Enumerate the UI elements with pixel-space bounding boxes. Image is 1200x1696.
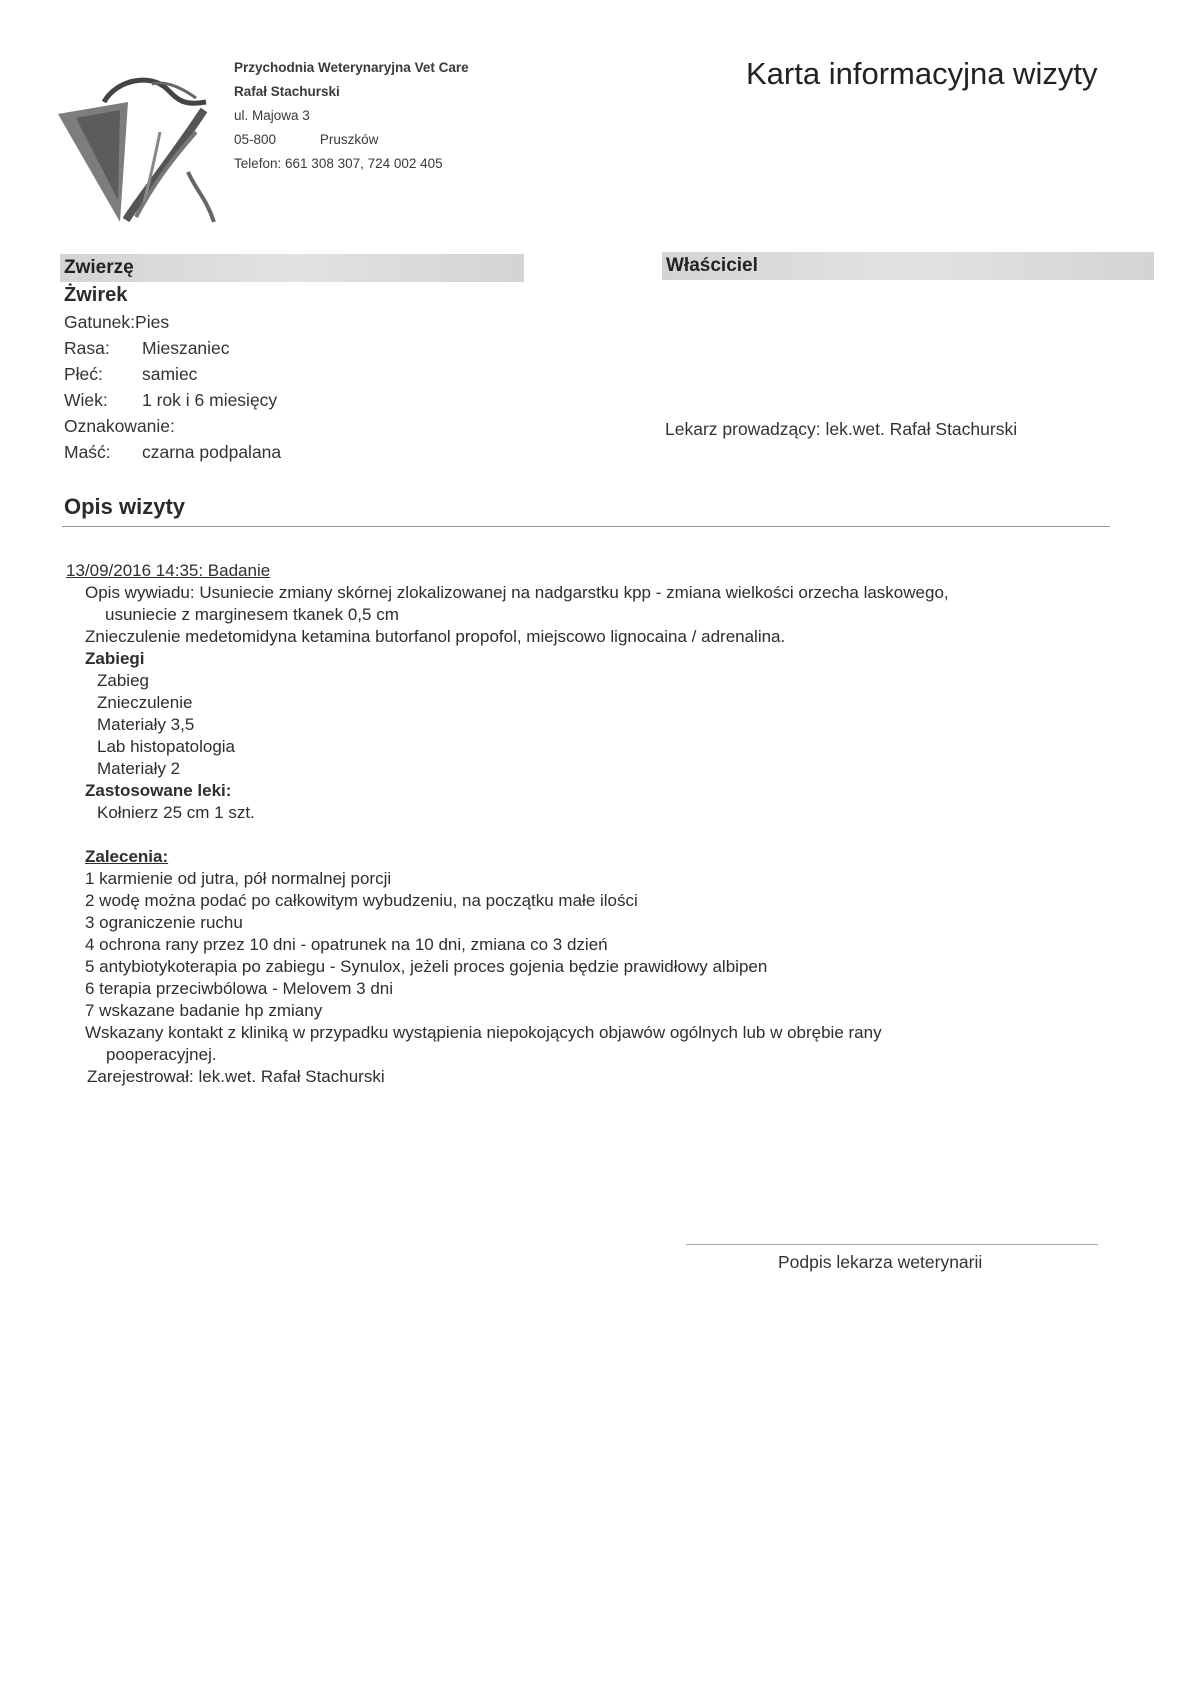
visit-entry	[66, 560, 1126, 1088]
attending-doctor: Lekarz prowadzący: lek.wet. Rafał Stachurski	[665, 419, 1018, 439]
clinic-postal-code: 05-800	[234, 132, 277, 147]
field-age	[64, 387, 281, 413]
recommendation-item: 2 wodę można podać po całkowitym wybudzeniu, na początku małe ilości	[85, 891, 638, 910]
clinic-logo	[56, 72, 216, 232]
field-label: Oznakowanie:	[64, 416, 175, 436]
procedure-item: Materiały 2	[97, 759, 181, 778]
visit-divider	[62, 526, 1110, 527]
signature-line	[686, 1244, 1098, 1245]
field-label: Płeć:	[64, 364, 103, 384]
field-value: Pies	[135, 312, 170, 332]
recommendation-item: 7 wskazane badanie hp zmiany	[85, 1001, 323, 1020]
procedures-header: Zabiegi	[85, 649, 145, 668]
signature-label: Podpis lekarza weterynarii	[778, 1252, 983, 1272]
clinic-street: ul. Majowa 3	[234, 108, 310, 123]
field-label: Gatunek:	[64, 312, 136, 332]
interview-line-1: Opis wywiadu: Usuniecie zmiany skórnej zlokalizowanej na nadgarstku kpp - zmiana wielkości orzecha laskowego,	[85, 583, 949, 602]
field-breed	[64, 335, 281, 361]
field-species	[64, 309, 281, 335]
procedure-item: Lab histopatologia	[97, 737, 236, 756]
registered-by: Zarejestrował: lek.wet. Rafał Stachurski	[87, 1067, 385, 1086]
field-value: Mieszaniec	[142, 338, 230, 358]
animal-section-header: Zwierzę	[60, 254, 524, 282]
interview-line-2: usuniecie z marginesem tkanek 0,5 cm	[105, 605, 399, 624]
field-color	[64, 439, 281, 465]
recommendation-item: 5 antybiotykoterapia po zabiegu - Synulox, jeżeli proces gojenia będzie prawidłowy albipen	[85, 957, 768, 976]
medications-header: Zastosowane leki:	[85, 781, 232, 800]
field-label: Wiek:	[64, 390, 108, 410]
recommendation-item: 1 karmienie od jutra, pół normalnej porcji	[85, 869, 392, 888]
procedure-item: Materiały 3,5	[97, 715, 195, 734]
clinic-name: Przychodnia Weterynaryjna Vet Care	[234, 60, 469, 75]
procedure-item: Zabieg	[97, 671, 149, 690]
contact-line-2: pooperacyjnej.	[106, 1045, 217, 1064]
recommendation-item: 6 terapia przeciwbólowa - Melovem 3 dni	[85, 979, 394, 998]
contact-line-1: Wskazany kontakt z kliniką w przypadku wystąpienia niepokojących objawów ogólnych lub w obrębie rany	[85, 1023, 882, 1042]
animal-details	[64, 284, 281, 465]
document-title: Karta informacyjna wizyty	[746, 56, 1098, 91]
owner-section-header: Właściciel	[662, 252, 1154, 280]
anesthesia-line: Znieczulenie medetomidyna ketamina butorfanol propofol, miejscowo lignocaina / adrenalina.	[85, 627, 786, 646]
clinic-header	[234, 56, 469, 176]
clinic-phone: Telefon: 661 308 307, 724 002 405	[234, 156, 443, 171]
visit-entry-heading: 13/09/2016 14:35: Badanie	[66, 561, 271, 580]
clinic-owner: Rafał Stachurski	[234, 84, 340, 99]
field-value: czarna podpalana	[142, 442, 282, 462]
recommendation-item: 4 ochrona rany przez 10 dni - opatrunek na 10 dni, zmiana co 3 dzień	[85, 935, 608, 954]
clinic-postal-city	[234, 128, 469, 152]
recommendation-item: 3 ograniczenie ruchu	[85, 913, 243, 932]
field-label: Maść:	[64, 442, 111, 462]
clinic-city: Pruszków	[319, 132, 379, 147]
visit-section-title: Opis wizyty	[64, 494, 186, 519]
animal-name: Żwirek	[64, 284, 128, 306]
medication-item: Kołnierz 25 cm 1 szt.	[97, 803, 255, 822]
field-marking	[64, 413, 281, 439]
recommendations-header: Zalecenia:	[85, 847, 169, 866]
field-value: 1 rok i 6 miesięcy	[142, 390, 278, 410]
field-sex	[64, 361, 281, 387]
field-label: Rasa:	[64, 338, 110, 358]
field-value: samiec	[142, 364, 198, 384]
procedure-item: Znieczulenie	[97, 693, 193, 712]
